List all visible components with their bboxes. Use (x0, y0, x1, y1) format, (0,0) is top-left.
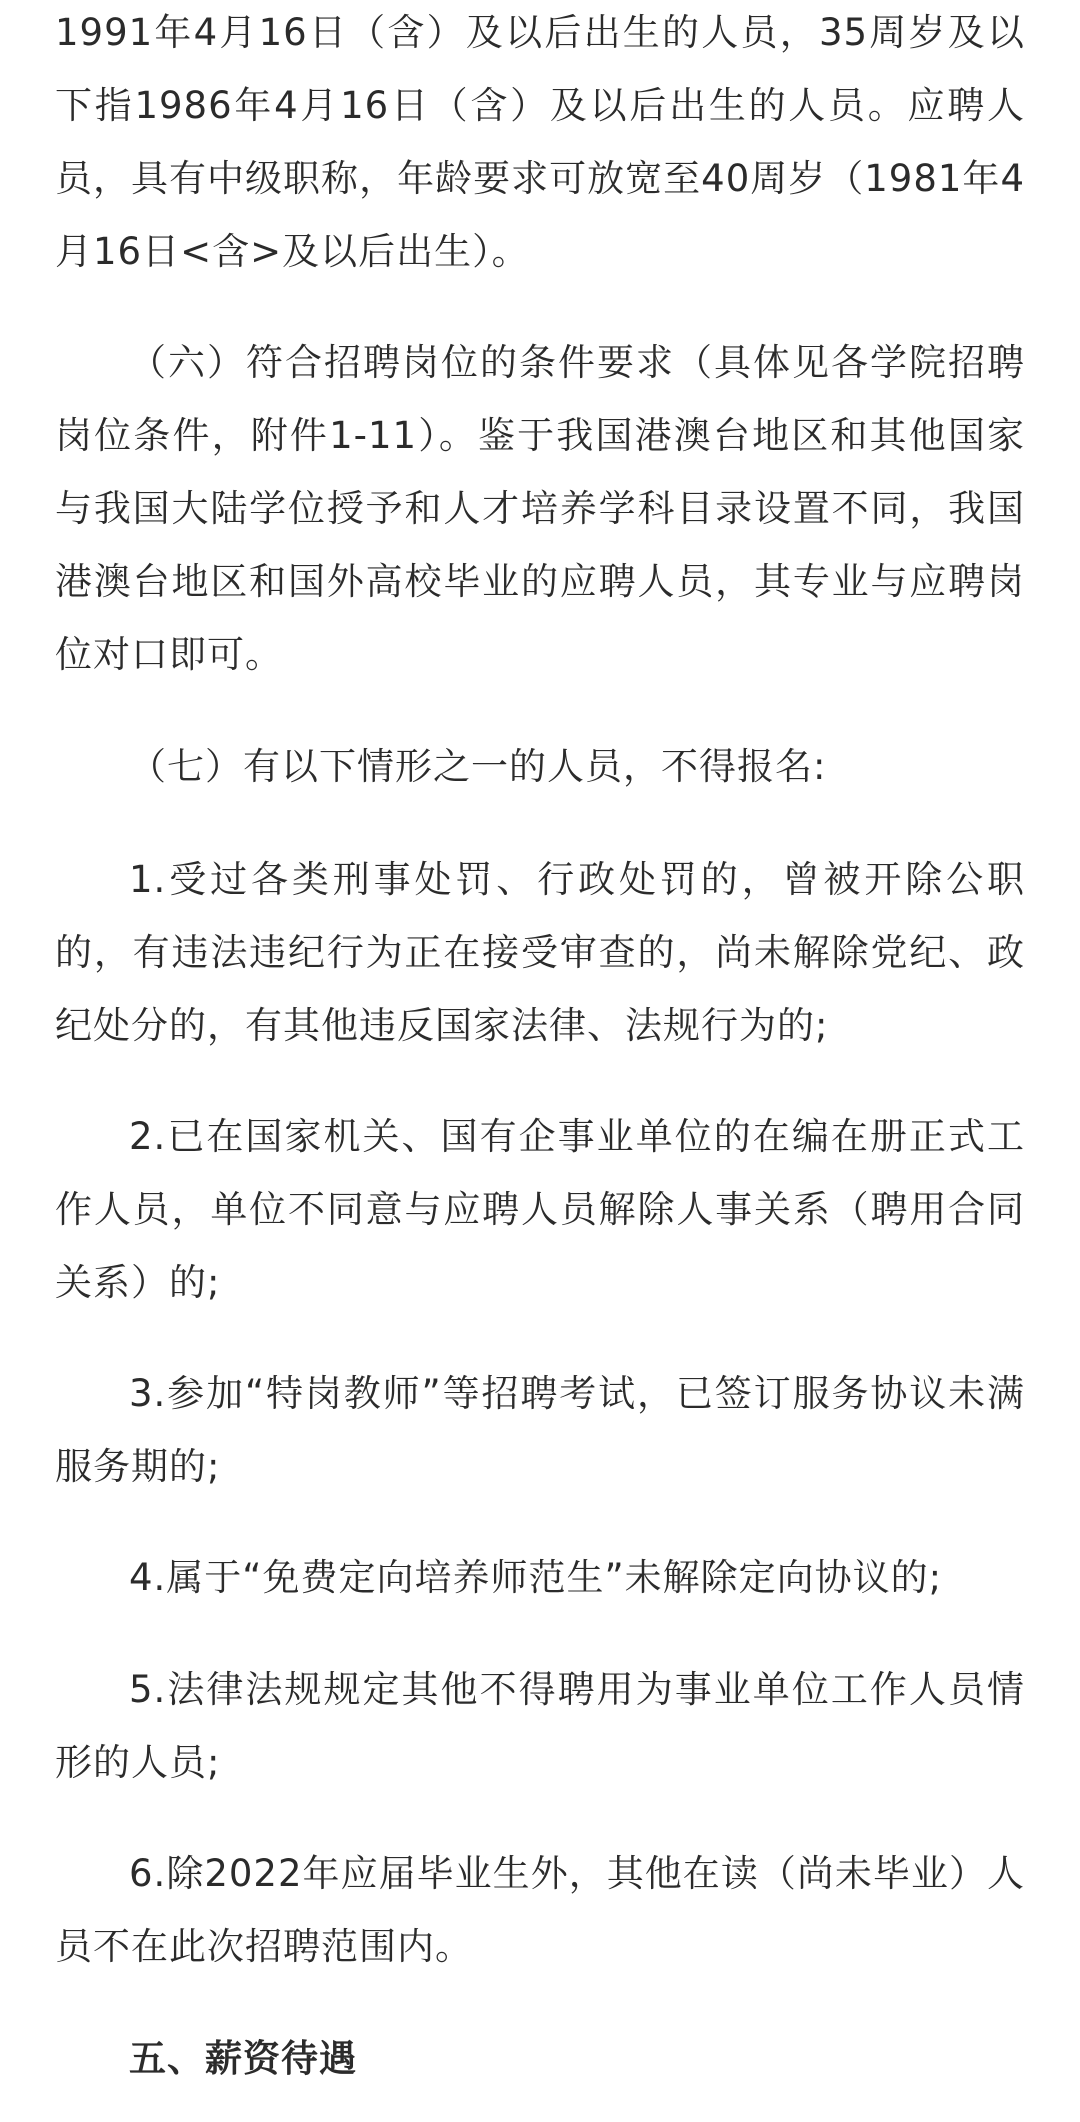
paragraph-condition-seven: （七）有以下情形之一的人员，不得报名: (129, 745, 827, 788)
list-item-exclusion-1: 1.受过各类刑事处罚、行政处罚的，曾被开除公职的，有违法违纪行为正在接受审查的，尚未解除党纪、政纪处分的，有其他违反国家法律、法规行为的; (55, 858, 1025, 1047)
list-item-exclusion-6: 6.除2022年应届毕业生外，其他在读（尚未毕业）人员不在此次招聘范围内。 (55, 1852, 1025, 1968)
list-item-exclusion-3: 3.参加“特岗教师”等招聘考试，已签订服务协议未满服务期的; (55, 1372, 1025, 1488)
list-item-exclusion-4: 4.属于“免费定向培养师范生”未解除定向协议的; (129, 1556, 943, 1599)
list-item-exclusion-5: 5.法律法规规定其他不得聘用为事业单位工作人员情形的人员; (55, 1668, 1025, 1784)
section-heading-salary: 五、薪资待遇 (129, 2037, 357, 2080)
paragraph-condition-six: （六）符合招聘岗位的条件要求（具体见各学院招聘岗位条件，附件1-11）。鉴于我国港澳台地区和其他国家与我国大陆学位授予和人才培养学科目录设置不同，我国港澳台地区和国外高校毕业的应聘人员，其专业与应聘岗位对口即可。 (55, 341, 1025, 676)
list-item-exclusion-2: 2.已在国家机关、国有企事业单位的在编在册正式工作人员，单位不同意与应聘人员解除人事关系（聘用合同关系）的; (55, 1115, 1025, 1304)
paragraph-age-requirement: 1991年4月16日（含）及以后出生的人员，35周岁及以下指1986年4月16日（含）及以后出生的人员。应聘人员，具有中级职称，年龄要求可放宽至40周岁（1981年4月16日<含>及以后出生）。 (55, 11, 1025, 273)
